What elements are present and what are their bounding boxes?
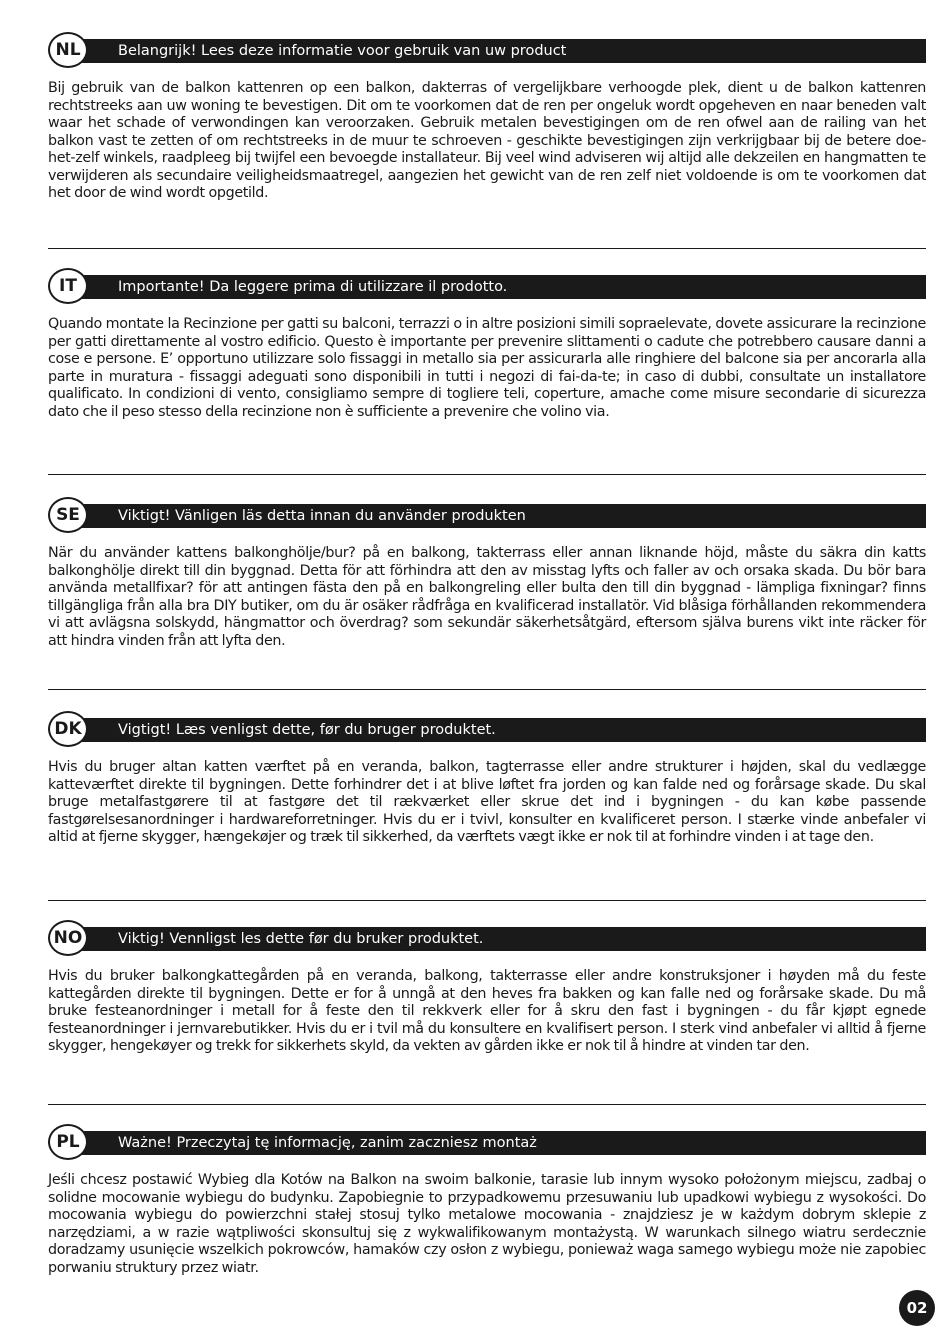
section-heading: Importante! Da leggere prima di utilizzare il prodotto.: [70, 275, 926, 299]
section-heading: Ważne! Przeczytaj tę informację, zanim zaczniesz montaż: [70, 1131, 926, 1155]
section-body: Bij gebruik van de balkon kattenren op een balkon, dakterras of vergelijkbare verhoogde plek, dient u de balkon kattenren rechtstreeks aan uw woning te bevestigen. Dit om te voorkomen dat de ren per ongeluk wordt opgeheven en naar beneden valt waar het schade of verwondingen kan veroorzaken. Gebruik metalen bevestigingen om de ren ofwel aan de railing van het balkon vast te zetten of om rechtstreeks in de muur te schroeven - geschikte bevestigingen zijn verkrijgbaar bij de betere doe-het-zelf winkels, raadpleeg bij twijfel een bevoegde installateur. Bij veel wind adviseren wij altijd alle dekzeilen en hangmatten te verwijderen als secundaire veiligheidsmaatregel, aangezien het gewicht van de ren zelf niet voldoende is om te voorkomen dat het door de wind wordt opgetild.: [48, 80, 926, 201]
language-badge: SE: [48, 497, 88, 533]
section-dk: [48, 711, 926, 847]
section-header: [48, 1124, 926, 1164]
section-se: [48, 497, 926, 650]
section-divider: [48, 689, 926, 690]
language-badge: PL: [48, 1124, 88, 1160]
language-badge: NO: [48, 920, 88, 956]
language-badge: IT: [48, 268, 88, 304]
section-header: [48, 711, 926, 751]
section-body: Quando montate la Recinzione per gatti su balconi, terrazzi o in altre posizioni simili sopraelevate, dovete assicurare la recinzione per gatti direttamente al vostro edificio. Questo è importante per prevenire slittamenti o cadute che potrebbero causare danni a cose e persone. E’ opportuno utilizzare solo fissaggi in metallo sia per assicurarla alle ringhiere del balcone sia per ancorarla alla parte in muratura - fissaggi adeguati sono disponibili in tutti i negozi di fai-da-te; in caso di dubbi, consultate un installatore qualificato. In condizioni di vento, consigliamo sempre di togliere teli, coperture, amache come misure secondarie di sicurezza dato che il peso stesso della recinzione non è sufficiente a prevenire che volino via.: [48, 316, 926, 420]
section-heading: Belangrijk! Lees deze informatie voor gebruik van uw product: [70, 39, 926, 63]
section-no: [48, 920, 926, 1056]
section-divider: [48, 474, 926, 475]
section-divider: [48, 1104, 926, 1105]
section-divider: [48, 900, 926, 901]
page-number: 02: [899, 1290, 935, 1326]
section-body: Hvis du bruker balkongkattegården på en veranda, balkong, takterrasse eller andre konstruksjoner i høyden må du feste kattegården direkte til bygningen. Dette er for å unngå at den heves fra bakken og kan falle ned og forårsake skade. Du må bruke festeanordninger i metall for å feste den til rekkverk eller for å skru den fast i bygningen - du får kjøpt egnede festeanordninger i jernvarebutikker. Hvis du er i tvil må du konsultere en kvalifisert person. I sterk vind anbefaler vi alltid å fjerne skygger, hengekøyer og trekk for sikkerhets skyld, da vekten av gården ikke er nok til å hindre at vinden tar den.: [48, 968, 926, 1054]
language-badge: DK: [48, 711, 88, 747]
section-body: När du använder kattens balkonghölje/bur? på en balkong, takterrass eller annan liknande höjd, måste du säkra din katts balkonghölje direkt till din byggnad. Detta för att förhindra att den av misstag lyfts och faller av och orsaka skada. Du bör bara använda metallfixar? för att antingen fästa den på en balkongreling eller bulta den till din byggnad - lämpliga fixningar? finns tillgängliga från alla bra DIY butiker, om du är osäker rådfråga en kvalificerad installatör. Vid blåsiga förhållanden rekommendera vi att avlägsna solskydd, hängmattor och överdrag? som sekundär säkerhetsåtgärd, eftersom själva burens vikt inte räcker för att hindra vinden från att lyfta den.: [48, 545, 926, 649]
section-body: Hvis du bruger altan katten værftet på en veranda, balkon, tagterrasse eller andre strukturer i højden, skal du vedlægge katteværftet direkte til bygningen. Dette forhindrer det i at blive løftet fra jorden og kan falde ned og forårsage skade. Du skal bruge metalfastgørere til at fastgøre det til rækværket eller skrue det ind i bygningen - du kan købe passende fastgørelsesanordninger i hardwareforretninger. Hvis du er i tvivl, konsulter en kvalificeret person. I stærke vinde anbefaler vi altid at fjerne skygger, hængekøjer og træk til sikkerhed, da værftets vægt ikke er nok til at forhindre vinden i at tage den.: [48, 759, 926, 845]
section-header: [48, 268, 926, 308]
section-pl: [48, 1124, 926, 1277]
section-nl: [48, 32, 926, 203]
section-header: [48, 497, 926, 537]
section-body: Jeśli chcesz postawić Wybieg dla Kotów na Balkon na swoim balkonie, tarasie lub innym wysoko położonym miejscu, zadbaj o solidne mocowanie wybiegu do budynku. Zapobiegnie to przypadkowemu przesuwaniu lub upadkowi wybiegu z wysokości. Do mocowania wybiegu do powierzchni stałej stosuj tylko metalowe mocowania - znajdziesz je w każdym dobrym sklepie z narzędziami, a w razie wątpliwości skonsultuj się z wykwalifikowanym montażystą. W warunkach silnego wiatru serdecznie doradzamy usunięcie wszelkich pokrowców, hamaków czy osłon z wybiegu, ponieważ waga samego wybiegu może nie zapobiec porwaniu struktury przez wiatr.: [48, 1172, 926, 1276]
section-it: [48, 268, 926, 421]
section-heading: Viktigt! Vänligen läs detta innan du använder produkten: [70, 504, 926, 528]
section-heading: Vigtigt! Læs venligst dette, før du bruger produktet.: [70, 718, 926, 742]
section-header: [48, 32, 926, 72]
section-heading: Viktig! Vennligst les dette før du bruker produktet.: [70, 927, 926, 951]
language-badge: NL: [48, 32, 88, 68]
section-header: [48, 920, 926, 960]
section-divider: [48, 248, 926, 249]
